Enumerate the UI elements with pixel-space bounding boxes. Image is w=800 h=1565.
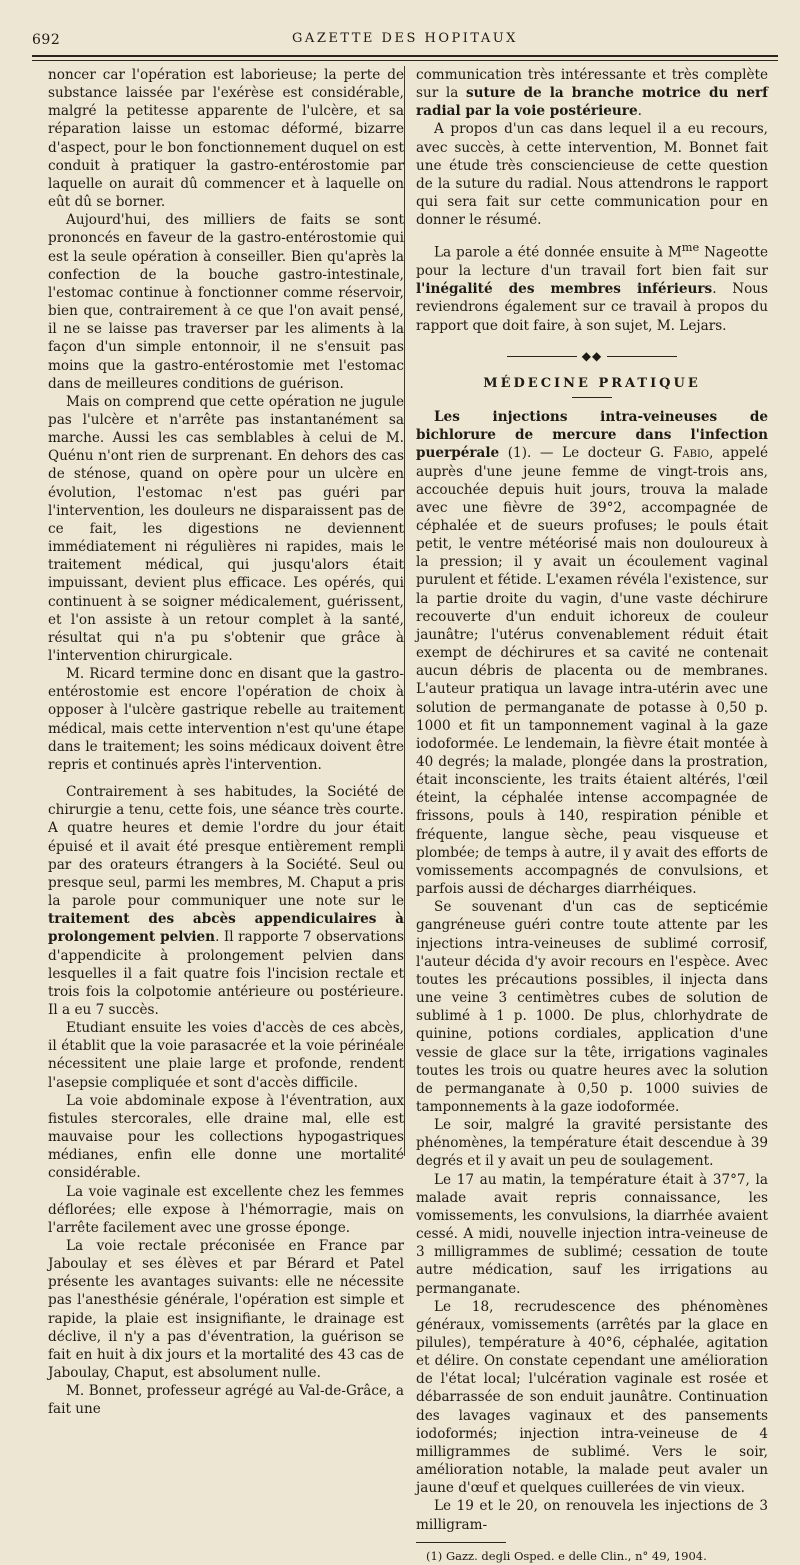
- paragraph-text: .: [637, 103, 642, 120]
- paragraph-text: . Nous reviendrons également sur ce travail à propos du rapport que doit faire, à son sujet, M. Lejars.: [416, 281, 769, 334]
- section-ornament: ◆◆: [416, 347, 768, 365]
- paragraph: [416, 238, 768, 334]
- paragraph: Le 17 au matin, la température était à 37°7, la malade avait repris connaissance, les vomissements, les convulsions, la diarrhée avaient cessé. A midi, nouvelle injection intra-veineuse de 3 milligrammes de sublimé; cessation de toute autre médication, sauf les irrigations au permanganate.: [416, 1171, 768, 1297]
- bold-term: suture de la branche motrice du nerf radial par la voie postérieure: [416, 85, 768, 120]
- page-number: 692: [32, 32, 61, 48]
- paragraph: Le soir, malgré la gravité persistante des phénomènes, la température était descendue à 39 degrés et il y avait un peu de soulagement.: [416, 1117, 768, 1170]
- paragraph: Le 19 et le 20, on renouvela les injections de 3 milligram-: [416, 1498, 768, 1533]
- paragraph-text: Nageotte pour la lecture d'un travail fort bien fait sur: [416, 244, 768, 280]
- footnote: (1) Gazz. degli Osped. e delle Clin., n° 49, 1904.: [426, 1548, 707, 1563]
- page-header: [32, 28, 778, 52]
- right-column: [416, 66, 768, 1565]
- paragraph: [416, 66, 768, 120]
- journal-title: GAZETTE DES HOPITAUX: [292, 31, 518, 46]
- section-title: MÉDECINE PRATIQUE: [483, 375, 701, 391]
- bold-term: l'inégalité des membres inférieurs: [416, 281, 713, 298]
- paragraph-text: , appelé auprès d'une jeune femme de vingt-trois ans, accouchée depuis huit jours, trouva la malade avec une fièvre de 39°2, accompagnée de céphalée et de sueurs profuses; le pouls était petit, le ventre météorisé mais non douloureux à la pression; il y avait un écoulement vaginal purulent et fétide. L'examen révéla l'existence, sur la partie droite du vagin, d'une vaste déchirure recouverte d'un enduit ichoreux de couleur jaunâtre; l'utérus convenablement réduit était exempt de déchirures et sa cavité ne contenait aucun débris de placenta ou de membranes. L'auteur pratiqua un lavage intra-utérin avec une solution de permanganate de potasse à 0,50 p. 1000 et fit un tamponnement vaginal à la gaze iodoformée. Le lendemain, la fièvre était montée à 40 degrés; la malade, plongée dans la prostration, était inconsciente, les traits étaient altérés, l'œil éteint, la céphalée intense accompagnée de frissons, pouls à 140, respiration pénible et fréquente, langue sèche, peau visqueuse et plombée; de temps à autre, il y avait des efforts de vomissements accompagnés de convulsions, et parfois aussi de décharges diarrhéiques.: [416, 445, 768, 898]
- column-divider: [404, 66, 405, 1156]
- paragraph: [48, 783, 404, 1019]
- paragraph: La voie abdominale expose à l'éventration, aux fistules stercorales, elle draine mal, elle est mauvaise pour les collections hypogastriques médianes, enfin elle donne une mortalité considérable.: [48, 1092, 404, 1182]
- paragraph: Se souvenant d'un cas de septicémie gangréneuse guéri contre toute attente par les injections intra-veineuses de sublimé corrosif, l'auteur décida d'y avoir recours en l'espèce. Avec toutes les précautions possibles, il injecta dans une veine 3 centimètres cubes de solution de sublimé à 1 p. 1000. De plus, chlorhydrate de quinine, potions cordiales, application d'une vessie de glace sur la tête, irrigations vaginales toutes les trois ou quatre heures avec la solution de permanganate à 0,50 p. 1000 suivies de tamponnements à la gaze iodoformée.: [416, 899, 768, 1115]
- paragraph: M. Ricard termine donc en disant que la gastro-entérostomie est encore l'opération de choix à opposer à l'ulcère gastrique rebelle au traitement médical, mais cette intervention n'est qu'une étape dans le traitement; les soins médicaux doivent être repris et continués après l'intervention.: [48, 666, 404, 773]
- paragraph: M. Bonnet, professeur agrégé au Val-de-Grâce, a fait une: [48, 1383, 404, 1418]
- header-rule-thin: [32, 60, 778, 61]
- paragraph: A propos d'un cas dans lequel il a eu recours, avec succès, à cette intervention, M. Bonnet fait une étude très consciencieuse de cette question de la suture du radial. Nous attendrons le rapport qui sera fait sur cette communication pour en donner le résumé.: [416, 121, 768, 229]
- bold-term: traitement des abcès appendiculaires à prolongement pelvien: [48, 911, 404, 946]
- paragraph: Mais on comprend que cette opération ne jugule pas l'ulcère et n'arrête pas instantanément sa marche. Aussi les cas semblables à celui de M. Quénu n'ont rien de surprenant. En dehors des cas de sténose, quand on opère pour un ulcère en évolution, l'estomac n'est pas guéri par l'intervention, les douleurs ne disparaissent pas de ce fait, les digestions ne deviennent immédiatement ni régulières ni rapides, mais le traitement médical, qui jusqu'alors était impuissant, devient plus efficace. Les opérés, qui continuent à se soigner médicalement, guérissent, et l'on assiste à un retour complet à la santé, résultat qui n'a pu s'obtenir que grâce à l'intervention chirurgicale.: [48, 393, 404, 664]
- author-name: G. Fabio: [649, 445, 710, 462]
- paragraph-text: (1). — Le docteur: [499, 445, 650, 462]
- paragraph-text: . Il rapporte 7 observations d'appendicite à prolongement pelvien dans lesquelles il a fait quatre fois l'incision rectale et trois fois la colpotomie antérieure ou postérieure. Il a eu 7 succès.: [48, 929, 404, 1018]
- paragraph: Le 18, recrudescence des phénomènes généraux, vomissements (arrêtés par la glace en pilules), température à 40°6, céphalée, agitation et délire. On constate cependant une amélioration de l'état local; l'ulcération vaginale est rosée et débarrassée de son enduit jaunâtre. Continuation des lavages vaginaux et des pansements iodoformés; injection intra-veineuse de 4 milligrammes de sublimé. Vers le soir, amélioration notable, la malade peut avaler un jaune d'œuf et quelques cuillerées de vin vieux.: [416, 1298, 768, 1497]
- paragraph: noncer car l'opération est laborieuse; la perte de substance laissée par l'exérèse est considérable, malgré la petitesse apparente de l'ulcère, et sa réparation laisse un estomac déformé, bizarre d'aspect, pour le bon fonctionnement duquel on est conduit à pratiquer la gastro-entérostomie par laquelle on aurait dû commencer et à laquelle on eût dû se borner.: [48, 67, 404, 211]
- paragraph: La voie rectale préconisée en France par Jaboulay et ses élèves et par Bérard et Patel présente les avantages suivants: elle ne nécessite pas l'anesthésie générale, l'opération est simple et rapide, la plaie est insignifiante, le drainage est déclive, il n'y a pas d'éventration, la guérison se fait en huit à dix jours et la mortalité des 43 cas de Jaboulay, Chaput, est absolument nulle.: [48, 1238, 404, 1382]
- section-title-rule: [572, 397, 612, 398]
- paragraph-text: communication très intéressante et très complète sur la: [416, 67, 768, 102]
- paragraph: La voie vaginale est excellente chez les femmes déflorées; elle expose à l'hémorragie, mais on l'arrête facilement avec une grosse éponge.: [48, 1183, 404, 1236]
- paragraph: Etudiant ensuite les voies d'accès de ces abcès, il établit que la voie parasacrée et la voie périnéale nécessitent une plaie large et profonde, rendent l'asepsie compliquée et sont d'accès difficile.: [48, 1020, 404, 1091]
- footnote-rule: [416, 1542, 506, 1543]
- paragraph-text: La parole a été donnée ensuite à M: [434, 244, 682, 261]
- article-title: Les injections intra-veineuses de bichlorure de mercure dans l'infection puerpérale: [416, 409, 768, 462]
- paragraph: Aujourd'hui, des milliers de faits se sont prononcés en faveur de la gastro-entérostomie qui est la seule opération à conseiller. Bien qu'après la confection de la bouche gastro-intestinale, l'estomac continue à fonctionner comme réservoir, bien que, contrairement à ce que l'on avait pensé, il ne se laisse pas traverser par les aliments à la façon d'un simple entonnoir, il ne s'ensuit pas moins que la gastro-entérostomie met l'estomac dans de meilleures conditions de guérison.: [48, 212, 404, 392]
- paragraph-text: Contrairement à ses habitudes, la Société de chirurgie a tenu, cette fois, une séance très courte. A quatre heures et demie l'ordre du jour était épuisé et il avait été presque entièrement rempli par des orateurs étrangers à la Société. Seul ou presque seul, parmi les membres, M. Chaput a pris la parole pour communiquer une note sur le: [48, 784, 404, 910]
- left-column: [48, 66, 404, 1419]
- superscript: me: [681, 240, 700, 255]
- header-rule-thick: [32, 55, 778, 57]
- paragraph: [416, 408, 768, 898]
